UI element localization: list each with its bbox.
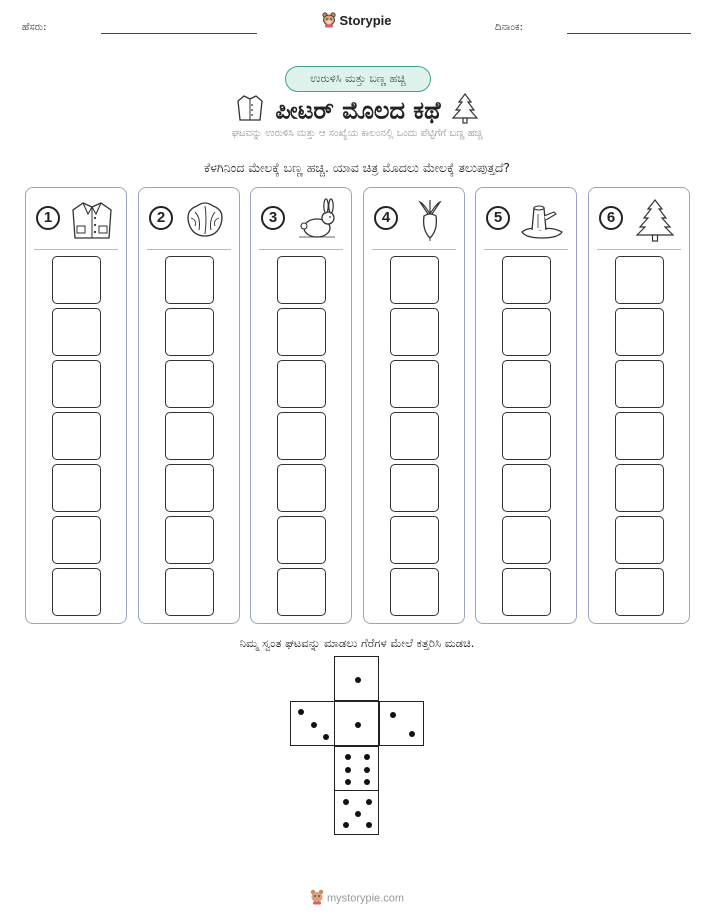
question-text: ಕೆಳಗಿನಿಂದ ಮೇಲಕ್ಕೆ ಬಣ್ಣ ಹಚ್ಚಿ. ಯಾವ ಚಿತ್ರ ಮೊದಲು ಮೇಲಕ್ಕೆ ತಲುಪುತ್ತದೆ?	[203, 160, 511, 175]
color-box[interactable]	[165, 308, 214, 356]
dice-pip	[355, 811, 361, 817]
column-1	[25, 187, 127, 624]
color-box[interactable]	[615, 412, 664, 460]
color-box[interactable]	[52, 516, 101, 564]
tree-stump-icon	[518, 198, 566, 242]
column-divider	[597, 249, 681, 250]
brand-name: Storypie	[339, 12, 392, 28]
color-box[interactable]	[615, 516, 664, 564]
subtitle: ಘಟವನ್ನು ಉರುಳಿಸಿ ಮತ್ತು ಆ ಸಂಖ್ಯೆಯ ಕಾಲಂನಲ್ಲಿ ಒಂದು ಪೆಟ್ಟಿಗೆಗೆ ಬಣ್ಣ ಹಚ್ಚಿ	[231, 128, 483, 139]
dice-pip	[345, 767, 351, 773]
dice-pip	[364, 779, 370, 785]
color-box[interactable]	[165, 464, 214, 512]
dice-pip	[345, 779, 351, 785]
lettuce-icon	[181, 198, 229, 242]
dice-face	[334, 746, 379, 791]
title-text: ಪೀಟರ್ ಮೊಲದ ಕಥೆ	[275, 96, 441, 125]
dice-pip	[390, 712, 396, 718]
dice-pip	[323, 734, 329, 740]
color-box[interactable]	[52, 568, 101, 616]
column-number: 2	[149, 206, 173, 230]
color-box[interactable]	[390, 256, 439, 304]
column-divider	[259, 249, 343, 250]
pine-tree-icon	[631, 198, 679, 242]
dice-pip	[409, 731, 415, 737]
footer-url: mystorypie.com	[326, 892, 405, 905]
activity-badge: ಉರುಳಿಸಿ ಮತ್ತು ಬಣ್ಣ ಹಚ್ಚಿ	[285, 66, 431, 92]
color-box[interactable]	[277, 464, 326, 512]
color-box[interactable]	[277, 412, 326, 460]
color-box[interactable]	[502, 516, 551, 564]
brand-logo	[0, 12, 714, 31]
column-number: 3	[261, 206, 285, 230]
color-box[interactable]	[502, 308, 551, 356]
dice-pip	[366, 822, 372, 828]
bear-logo-icon	[322, 12, 336, 31]
color-box[interactable]	[165, 568, 214, 616]
color-box[interactable]	[390, 516, 439, 564]
dice-instruction: ನಿಮ್ಮ ಸ್ವಂತ ಘಟವನ್ನು ಮಾಡಲು ಗೆರೆಗಳ ಮೇಲೆ ಕತ್ತರಿಸಿ ಮಡಚಿ.	[239, 636, 475, 650]
jacket-icon	[68, 198, 116, 242]
color-box[interactable]	[615, 256, 664, 304]
name-label: ಹೆಸರು:	[22, 22, 47, 33]
date-label: ದಿನಾಂಕ:	[495, 22, 523, 33]
column-number: 5	[486, 206, 510, 230]
color-box[interactable]	[502, 360, 551, 408]
column-divider	[484, 249, 568, 250]
column-2	[138, 187, 240, 624]
color-box[interactable]	[390, 568, 439, 616]
color-box[interactable]	[277, 516, 326, 564]
column-divider	[34, 249, 118, 250]
column-number: 1	[36, 206, 60, 230]
radish-icon	[406, 198, 454, 242]
color-box[interactable]	[502, 568, 551, 616]
column-3	[250, 187, 352, 624]
dice-pip	[366, 799, 372, 805]
color-box[interactable]	[52, 360, 101, 408]
dice-pip	[343, 799, 349, 805]
name-line	[101, 33, 257, 34]
color-box[interactable]	[615, 360, 664, 408]
color-box[interactable]	[165, 412, 214, 460]
page-title	[0, 92, 714, 131]
color-box[interactable]	[52, 464, 101, 512]
bear-footer-icon	[310, 889, 324, 908]
column-number: 4	[374, 206, 398, 230]
color-box[interactable]	[390, 412, 439, 460]
dice-pip	[298, 709, 304, 715]
dice-pip	[343, 822, 349, 828]
color-box[interactable]	[502, 464, 551, 512]
color-box[interactable]	[165, 516, 214, 564]
color-box[interactable]	[52, 308, 101, 356]
column-6	[588, 187, 690, 624]
pine-tree-title-icon	[451, 92, 479, 131]
rabbit-icon	[293, 198, 341, 242]
color-box[interactable]	[615, 308, 664, 356]
dice-face	[334, 790, 379, 835]
color-box[interactable]	[615, 464, 664, 512]
color-box[interactable]	[277, 568, 326, 616]
dice-face	[334, 656, 379, 701]
dice-face	[379, 701, 424, 746]
color-box[interactable]	[390, 464, 439, 512]
color-box[interactable]	[615, 568, 664, 616]
color-box[interactable]	[165, 256, 214, 304]
color-box[interactable]	[277, 256, 326, 304]
color-box[interactable]	[277, 308, 326, 356]
color-box[interactable]	[165, 360, 214, 408]
footer	[0, 889, 714, 908]
dice-face	[334, 701, 379, 746]
jacket-title-icon	[235, 93, 265, 130]
color-box[interactable]	[502, 412, 551, 460]
color-box[interactable]	[390, 360, 439, 408]
color-box[interactable]	[502, 256, 551, 304]
column-divider	[372, 249, 456, 250]
dice-face	[290, 701, 335, 746]
column-4	[363, 187, 465, 624]
dice-pip	[311, 722, 317, 728]
dice-pip	[355, 722, 361, 728]
dice-pip	[345, 754, 351, 760]
date-line	[567, 33, 691, 34]
dice-pip	[364, 767, 370, 773]
dice-pip	[364, 754, 370, 760]
color-box[interactable]	[52, 256, 101, 304]
column-divider	[147, 249, 231, 250]
color-box[interactable]	[390, 308, 439, 356]
color-box[interactable]	[277, 360, 326, 408]
column-5	[475, 187, 577, 624]
color-box[interactable]	[52, 412, 101, 460]
dice-pip	[355, 677, 361, 683]
column-number: 6	[599, 206, 623, 230]
